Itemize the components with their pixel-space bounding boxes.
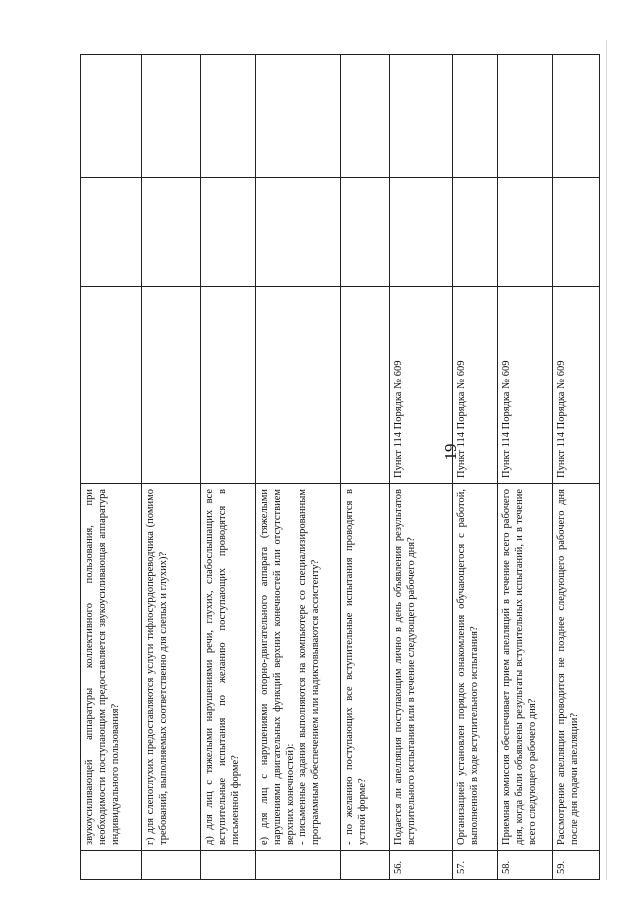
reference-cell: Пункт 114 Порядка № 609 xyxy=(390,287,453,484)
note-cell xyxy=(498,55,553,178)
reference-cell xyxy=(201,287,256,484)
question-text: - по желанию поступающих все вступительные испытания проводятся в устной форме? xyxy=(341,484,390,851)
table-row xyxy=(390,55,453,880)
checklist-table-rotated xyxy=(80,60,600,880)
question-text-part: - письменные задания выполняются на компьютере со специализированным программным обеспечением или надиктовываются ассистенту? xyxy=(297,489,322,845)
row-number: 57. xyxy=(453,851,498,880)
checklist-table xyxy=(80,54,600,880)
question-text: г) для слепоглухих предоставляются услуги тифлосурдопереводчика (помимо требований, выполняемых соответственно для слепых и глухих)? xyxy=(142,484,201,851)
table-row xyxy=(453,55,498,880)
note-cell xyxy=(390,55,453,178)
row-number xyxy=(81,851,142,880)
question-text: Приемная комиссия обеспечивает прием апелляций в течение всего рабочего дня, когда были объявлены результаты вступительных испытаний, и в течение всего следующего рабочего дня? xyxy=(498,484,553,851)
note-cell xyxy=(142,55,201,178)
reference-cell xyxy=(256,287,341,484)
reference-cell: Пункт 114 Порядка № 609 xyxy=(553,287,600,484)
table-row xyxy=(553,55,600,880)
row-number: 58. xyxy=(498,851,553,880)
reference-cell: Пункт 114 Порядка № 609 xyxy=(498,287,553,484)
answer-cell xyxy=(81,178,142,287)
row-number xyxy=(201,851,256,880)
table-row xyxy=(341,55,390,880)
question-text: Подается ли апелляция поступающим лично в день объявления результатов вступительного испытания или в течение следующего рабочего дня? xyxy=(390,484,453,851)
answer-cell xyxy=(341,178,390,287)
table-row xyxy=(498,55,553,880)
answer-cell xyxy=(142,178,201,287)
answer-cell xyxy=(498,178,553,287)
answer-cell xyxy=(201,178,256,287)
reference-cell xyxy=(341,287,390,484)
row-number xyxy=(256,851,341,880)
reference-cell xyxy=(142,287,201,484)
row-number: 56. xyxy=(390,851,453,880)
question-text: Организацией установлен порядок ознакомления обучающегося с работой, выполненной в ходе вступительного испытания? xyxy=(453,484,498,851)
question-text: д) для лиц с тяжелыми нарушениями речи, глухих, слабослышащих все вступительные испытания по желанию поступающих проводятся в письменной форме? xyxy=(201,484,256,851)
question-text: Рассмотрение апелляции проводится не позднее следующего рабочего дня после дня подачи апелляции? xyxy=(553,484,600,851)
note-cell xyxy=(341,55,390,178)
question-text xyxy=(256,484,341,851)
row-number: 59. xyxy=(553,851,600,880)
answer-cell xyxy=(256,178,341,287)
table-row xyxy=(256,55,341,880)
note-cell xyxy=(201,55,256,178)
table-row xyxy=(201,55,256,880)
page-number: 19 xyxy=(441,443,460,461)
note-cell xyxy=(453,55,498,178)
note-cell xyxy=(81,55,142,178)
question-text: звукоусиливающей аппаратуры коллективного пользования, при необходимости поступающим предоставляется звукоусиливающая аппаратура индивидуального пользования? xyxy=(81,484,142,851)
row-number xyxy=(341,851,390,880)
reference-cell: Пункт 114 Порядка № 609 xyxy=(453,287,498,484)
table-row xyxy=(142,55,201,880)
note-cell xyxy=(553,55,600,178)
answer-cell xyxy=(390,178,453,287)
answer-cell xyxy=(553,178,600,287)
scan-edge-line xyxy=(606,40,607,880)
note-cell xyxy=(256,55,341,178)
row-number xyxy=(142,851,201,880)
question-text-part: е) для лиц с нарушениями опорно-двигательного аппарата (тяжелыми нарушениями двигательных функций верхних конечностей или отсутствием верхних конечностей): xyxy=(259,489,296,845)
reference-cell xyxy=(81,287,142,484)
table-row xyxy=(81,55,142,880)
answer-cell xyxy=(453,178,498,287)
